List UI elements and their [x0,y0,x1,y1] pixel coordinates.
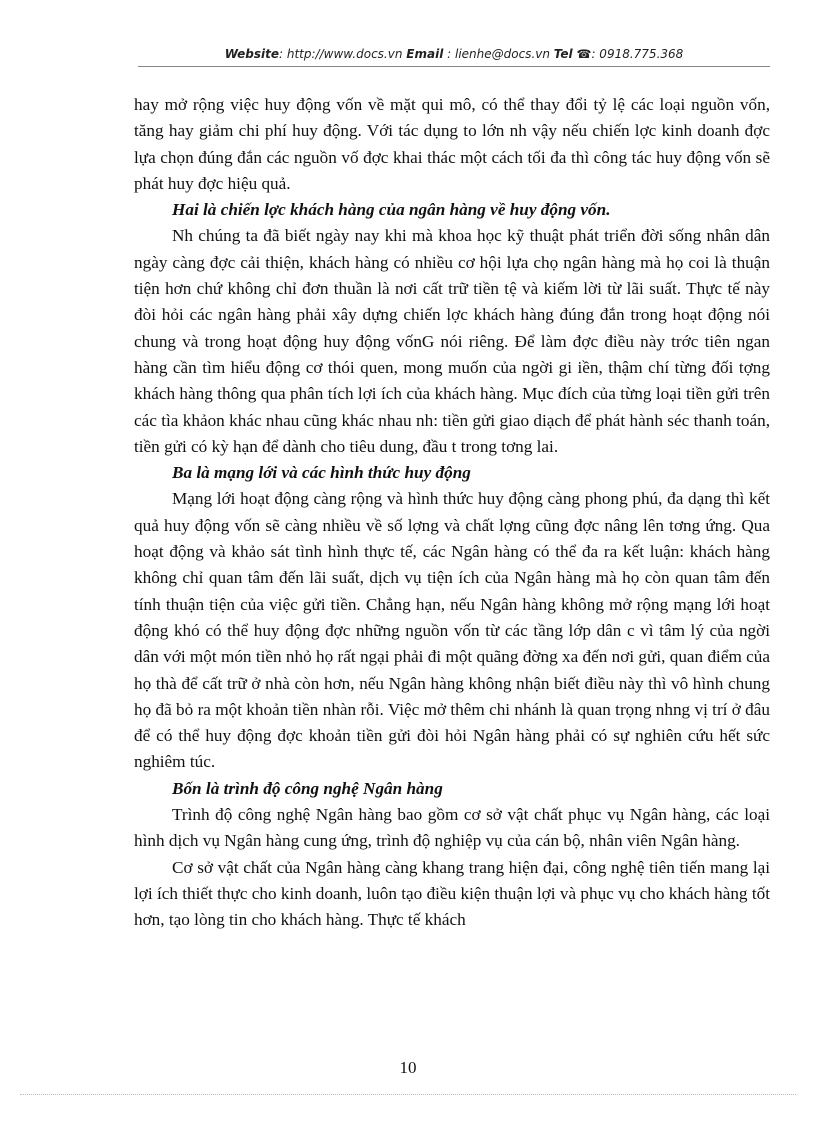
section-heading-customer-strategy: Hai là chiến lợc khách hàng của ngân hàng về huy động vốn. [172,200,611,220]
website-label: Website [224,47,280,61]
paragraph-network: Mạng lới hoạt động càng rộng và hình thức huy động càng phong phú, đa dạng thì kết quả huy động vốn sẽ càng nhiều về số lợng và chất lợng cũng đợc nâng lên tơng ứng. Qua hoạt động và khảo sát tình hình thực tế, các Ngân hàng có thể đa ra kết luận: khách hàng không chỉ quan tâm đến lãi suất, dịch vụ tiện ích của Ngân hàng mà họ còn quan tâm đến tính thuận tiện của việc gửi tiền. Chẳng hạn, nếu Ngân hàng không mở rộng mạng lới hoạt động khó có thể huy động đợc những nguồn vốn từ các tầng lớp dân c vì tâm lý của ngời dân với một món tiền nhỏ họ rất ngại phải đi một quãng đờng xa đến nơi gửi, quan điểm của họ thà để cất trữ ở nhà còn hơn, nếu Ngân hàng không nhận biết điều này thì vô hình chung họ đã bỏ ra một khoản tiền nhàn rỗi. Việc mở thêm chi nhánh là quan trọng nhng vị trí ở đâu để có thể huy động đợc khoản tiền gửi đòi hỏi Ngân hàng phải có sự nghiên cứu hết sức nghiêm túc. [134,489,770,772]
section-heading-network: Ba là mạng lới và các hình thức huy động [172,463,471,483]
tel-value: : 0918.775.368 [591,47,684,61]
website-value: : http://www.docs.vn [279,47,407,61]
footer-divider [20,1094,796,1095]
paragraph-technology: Trình độ công nghệ Ngân hàng bao gồm cơ sở vật chất phục vụ Ngân hàng, các loại hình dịch vụ Ngân hàng cung ứng, trình độ nghiệp vụ của cán bộ, nhân viên Ngân hàng. [134,805,770,851]
document-body [134,92,770,934]
email-value: : lienhe@docs.vn [443,47,554,61]
paragraph-facilities: Cơ sở vật chất của Ngân hàng càng khang trang hiện đại, công nghệ tiên tiến mang lại lợi ích thiết thực cho kinh doanh, luôn tạo điều kiện thuận lợi và phục vụ cho khách hàng tốt hơn, tạo lòng tin cho khách hàng. Thực tế khách [134,857,770,930]
tel-label: Tel [553,47,573,61]
email-label: Email [406,47,444,61]
page-number: 10 [399,1058,417,1077]
header-divider [138,66,770,67]
paragraph-customer-strategy: Nh chúng ta đã biết ngày nay khi mà khoa học kỹ thuật phát triển đời sống nhân dân ngày càng đợc cải thiện, khách hàng có nhiều cơ hội lựa chọ ngân hàng mà họ coi là thuận tiện hơn chứ không chỉ đơn thuần là nơi cất trữ tiền tệ và kiếm lời từ lãi suất. Thực tế này đòi hỏi các ngân hàng phải xây dựng chiến lợc khách hàng đúng đắn trong hoạt động nói chung và trong hoạt động huy động vốnG nói riêng. Để làm đợc điều này trớc tiên ngan hàng cần tìm hiểu động cơ thói quen, mong muốn của ngời gi iền, thậm chí từng đối tợng khách hàng thông qua phân tích lợi ích của khách hàng. Mục đích của từng loại tiền gửi trên các tìa khảon khác nhau cũng khác nhau nh: tiền gửi giao diạch để phát hành séc thanh toán, tiền gửi có kỳ hạn để dành cho tiêu dung, đầu t trong tơng lai. [134,226,770,456]
phone-icon: ☎ [576,47,592,61]
page-header [138,47,770,61]
section-heading-technology: Bốn là trình độ công nghệ Ngân hàng [172,778,443,798]
paragraph-continuation: hay mở rộng việc huy động vốn về mặt qui mô, có thể thay đổi tỷ lệ các loại nguồn vốn, tăng hay giảm chi phí huy động. Với tác dụng to lớn nh vậy nếu chiến lợc kinh doanh đợc lựa chọn đúng đắn các nguồn vố đợc khai thác một cách tối đa thì công tác huy động vốn sẽ phát huy đợc hiệu quả. [134,95,770,193]
